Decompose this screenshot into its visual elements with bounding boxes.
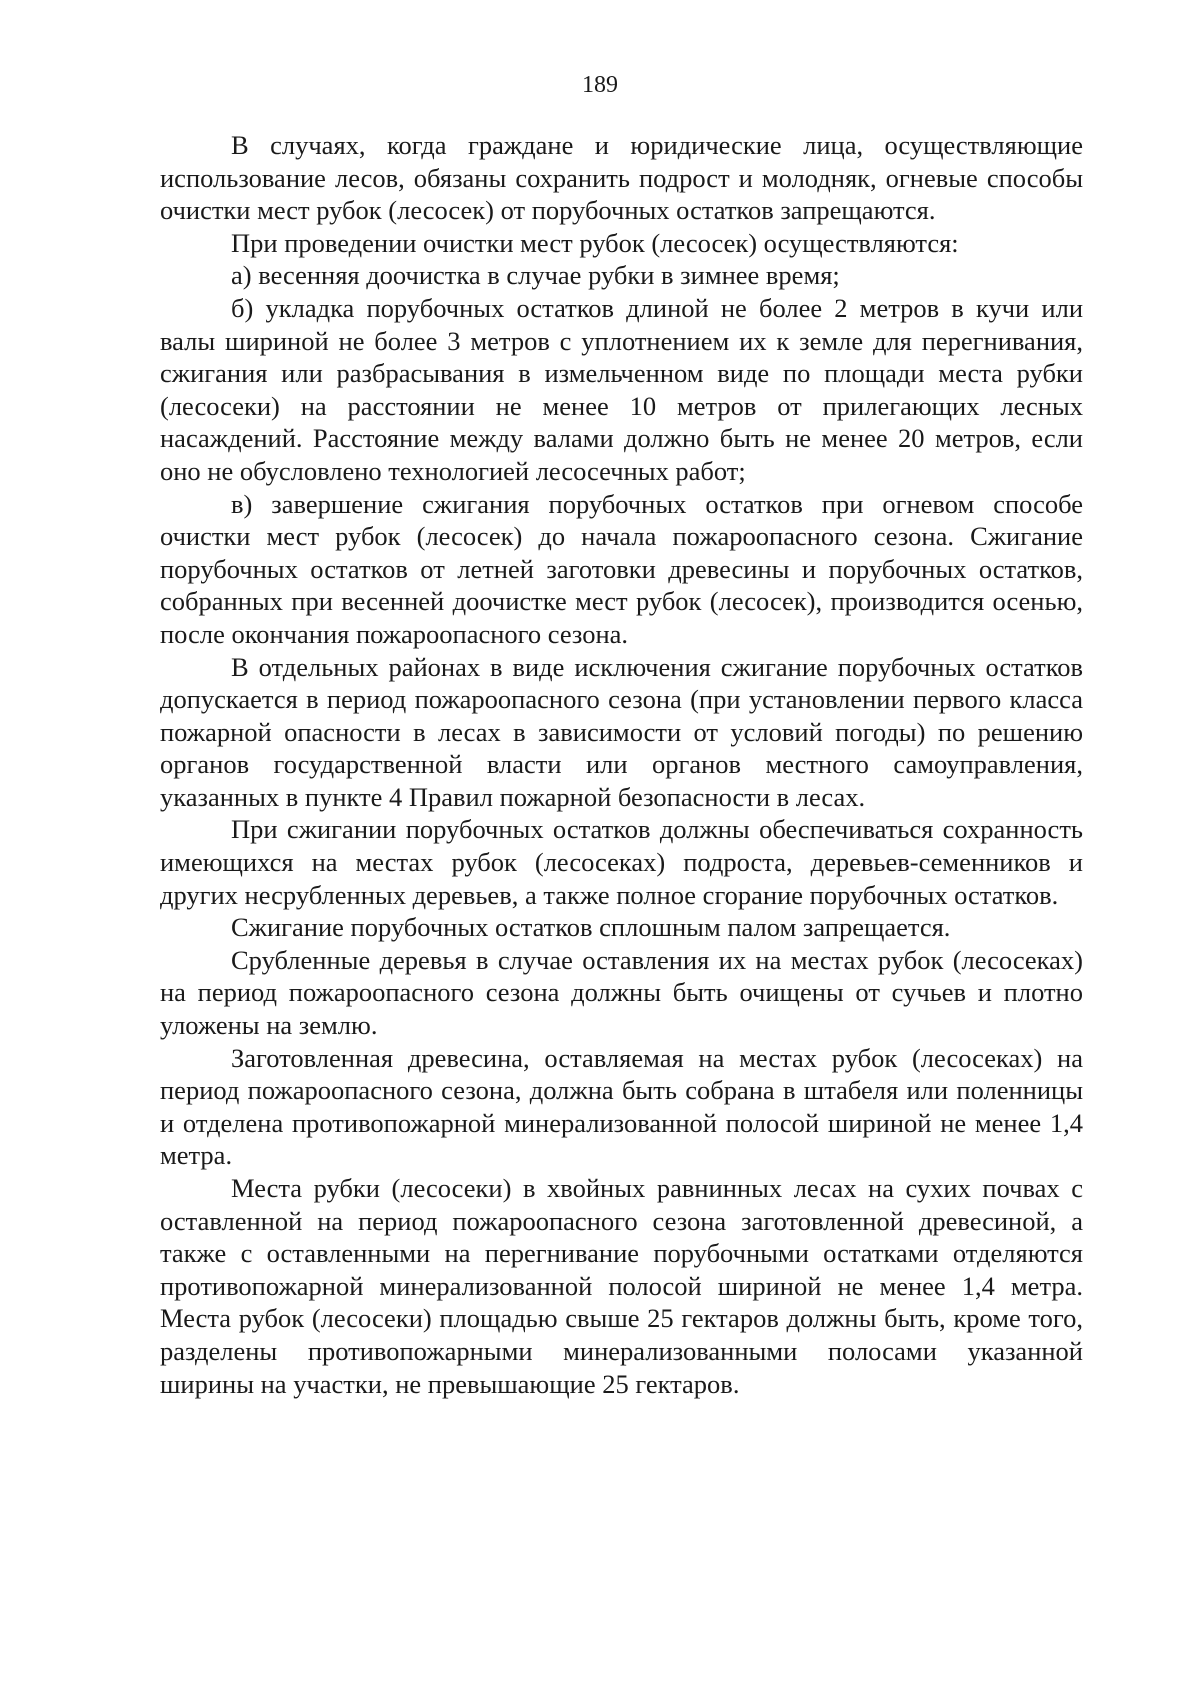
page-number: 189: [582, 72, 618, 98]
paragraph: В отдельных районах в виде исключения сжигание порубочных остатков допускается в период пожароопасного сезона (при установлении первого класса пожарной опасности в лесах в зависимости от условий погоды) по решению органов государственной власти или органов местного самоуправления, указанных в пункте 4 Правил пожарной безопасности в лесах.: [160, 651, 1083, 812]
paragraph: Места рубки (лесосеки) в хвойных равнинных лесах на сухих почвах с оставленной на период пожароопасного сезона заготовленной древесиной, а также с оставленными на перегнивание порубочными остатками отделяются противопожарной минерализованной полосой шириной не менее 1,4 метра. Места рубок (лесосеки) площадью свыше 25 гектаров должны быть, кроме того, разделены противопожарными минерализованными полосами указанной ширины на участки, не превышающие 25 гектаров.: [160, 1173, 1083, 1399]
paragraph: В случаях, когда граждане и юридические лица, осуществляющие использование лесов, обязаны сохранить подрост и молодняк, огневые способы очистки мест рубок (лесосек) от порубочных остатков запрещаются.: [160, 130, 1083, 226]
paragraph: а) весенняя доочистка в случае рубки в зимнее время;: [231, 260, 840, 291]
paragraph: Срубленные деревья в случае оставления их на местах рубок (лесосеках) на период пожароопасного сезона должны быть очищены от сучьев и плотно уложены на землю.: [160, 944, 1083, 1041]
paragraph: в) завершение сжигания порубочных остатков при огневом способе очистки мест рубок (лесосек) до начала пожароопасного сезона. Сжигание порубочных остатков от летней заготовки древесины и порубочных остатков, собранных при весенней доочистке мест рубок (лесосек), производится осенью, после окончания пожароопасного сезона.: [160, 488, 1083, 649]
document-body: [160, 129, 1083, 1400]
paragraph: б) укладка порубочных остатков длиной не более 2 метров в кучи или валы шириной не более 3 метров с уплотнением их к земле для перегнивания, сжигания или разбрасывания в измельченном виде по площади места рубки (лесосеки) на расстоянии не менее 10 метров от прилегающих лесных насаждений. Расстояние между валами должно быть не менее 20 метров, если оно не обусловлено технологией лесосечных работ;: [160, 292, 1083, 486]
paragraph: Сжигание порубочных остатков сплошным палом запрещается.: [231, 912, 951, 943]
paragraph: Заготовленная древесина, оставляемая на местах рубок (лесосеках) на период пожароопасного сезона, должна быть собрана в штабеля или поленницы и отделена противопожарной минерализованной полосой шириной не менее 1,4 метра.: [160, 1042, 1083, 1171]
paragraph: При сжигании порубочных остатков должны обеспечиваться сохранность имеющихся на местах рубок (лесосеках) подроста, деревьев-семенников и других несрубленных деревьев, а также полное сгорание порубочных остатков.: [160, 814, 1083, 910]
paragraph: При проведении очистки мест рубок (лесосек) осуществляются:: [231, 227, 959, 258]
